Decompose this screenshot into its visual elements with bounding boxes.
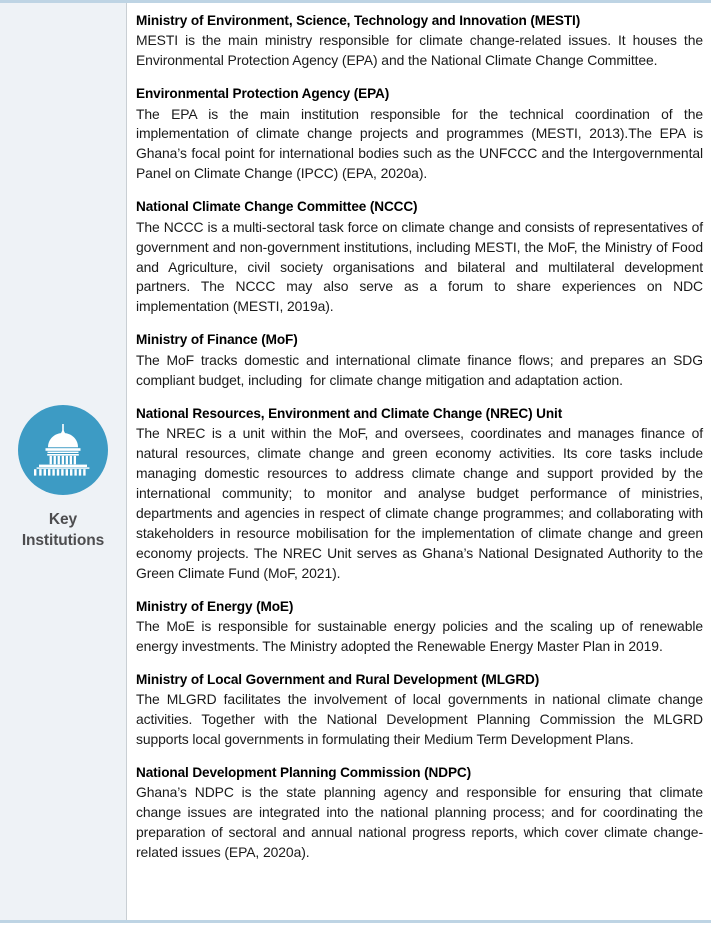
section-body: MESTI is the main ministry responsible for climate change-related issues. It houses the Environmental Protection Agency (EPA) and the National Climate Change Committee. [136, 32, 707, 69]
section-title: National Resources, Environment and Climate Change (NREC) Unit [136, 405, 563, 421]
page-content [0, 3, 711, 920]
section-nrec [136, 404, 707, 584]
section-title: Ministry of Environment, Science, Technology and Innovation (MESTI) [136, 13, 581, 28]
section-body: The MoF tracks domestic and international climate finance flows; and prepares an SDG compliant budget, including for climate change mitigation and adaptation action. [136, 351, 707, 388]
section-moe [136, 597, 707, 657]
section-body: The NREC is a unit within the MoF, and oversees, coordinates and manages finance of natural resources, climate change and green economy activities. Its core tasks include managing domestic resources to address climate change and support provided by the international community; to monitor and analyse budget performance of ministries, departments and agencies in respect of climate change programmes; and collaborating with stakeholders in resource mobilisation for the implementation of climate change and green economy projects. The NREC Unit serves as Ghana’s National Designated Authority to the Green Climate Fund (MoF, 2021). [136, 424, 707, 581]
section-body: The MLGRD facilitates the involvement of local governments in national climate change activities. Together with the National Development Planning Commission the MLGRD supports local governments in formulating their Medium Term Development Plans. [136, 691, 707, 747]
key-institutions-sidebar [0, 3, 127, 920]
section-title: Ministry of Local Government and Rural Development (MLGRD) [136, 671, 540, 687]
sidebar-badge [0, 405, 126, 552]
section-ndpc [136, 763, 707, 863]
institutions-text-column [127, 3, 711, 920]
section-body: The MoE is responsible for sustainable energy policies and the scaling up of renewable energy investments. The Ministry adopted the Renewable Energy Master Plan in 2019. [136, 617, 707, 654]
section-title: Ministry of Energy (MoE) [136, 598, 294, 614]
section-title: Environmental Protection Agency (EPA) [136, 86, 390, 102]
capitol-building-icon [34, 424, 92, 476]
bottom-divider-rule [0, 920, 711, 923]
sidebar-label [3, 509, 123, 552]
section-mof [136, 330, 707, 390]
section-body: The NCCC is a multi-sectoral task force on climate change and consists of representatives of government and non-government institutions, including MESTI, the MoF, the Ministry of Food and Agriculture, civil society organisations and bilateral and multilateral development partners. The NCCC may also serve as a forum to share experiences on NDC implementation (MESTI, 2019a). [136, 218, 707, 315]
section-epa [136, 84, 707, 184]
sidebar-label-line-2: Institutions [21, 532, 105, 550]
capitol-building-icon-circle [18, 405, 108, 495]
sidebar-label-line-1: Key [48, 511, 78, 528]
section-body: The EPA is the main institution responsible for the technical coordination of the implementation of climate change projects and programmes (MESTI, 2013).The EPA is Ghana’s focal point for international bodies such as the UNFCCC and the Intergovernmental Panel on Climate Change (IPCC) (EPA, 2020a). [136, 105, 707, 182]
section-title: National Climate Change Committee (NCCC) [136, 199, 418, 215]
section-mesti [136, 11, 707, 71]
section-body: Ghana’s NDPC is the state planning agency and responsible for ensuring that climate change issues are integrated into the national planning process; and for coordinating the preparation of sectoral and annual national progress reports, which cover climate change-related issues (EPA, 2020a). [136, 784, 707, 861]
section-title: National Development Planning Commission (NDPC) [136, 764, 471, 780]
section-nccc [136, 197, 707, 317]
section-title: Ministry of Finance (MoF) [136, 332, 298, 348]
section-mlgrd [136, 670, 707, 750]
